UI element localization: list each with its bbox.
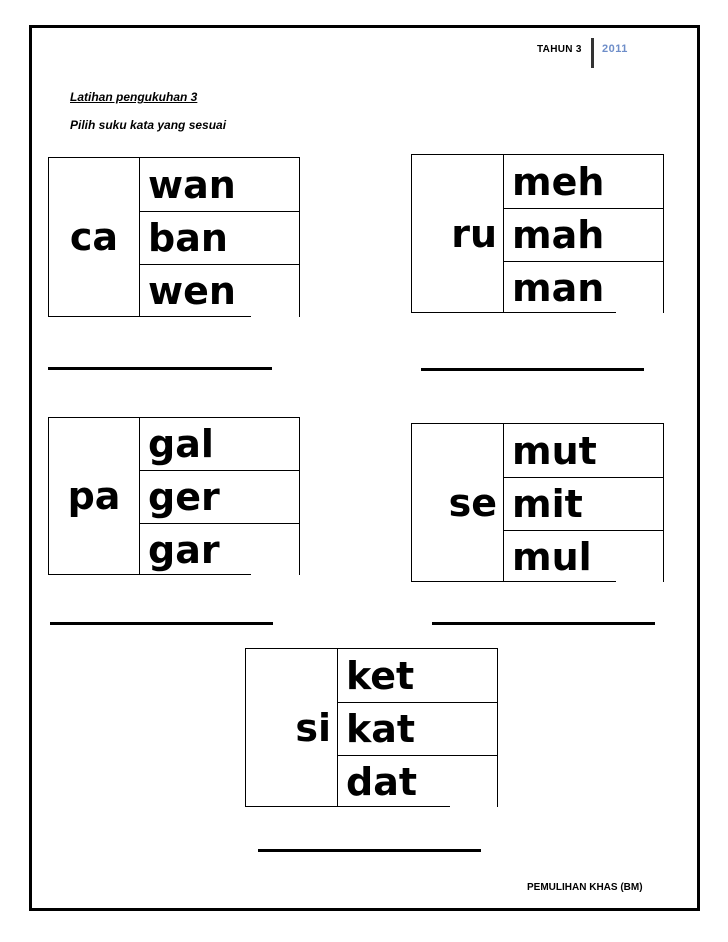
answer-line[interactable]: [50, 622, 273, 625]
option-row: [504, 530, 663, 582]
option-row: [504, 424, 663, 477]
answer-checkbox[interactable]: [450, 756, 497, 807]
answer-checkbox[interactable]: [251, 524, 299, 575]
answer-checkbox[interactable]: [450, 703, 497, 755]
header-tahun: TAHUN 3: [537, 44, 582, 55]
option-text: ban: [140, 212, 252, 264]
option-text: gar: [140, 524, 252, 575]
option-row: [338, 649, 497, 702]
answer-checkbox[interactable]: [616, 478, 663, 530]
exercise-ru: [411, 154, 664, 313]
option-text: ger: [140, 471, 252, 523]
answer-checkbox[interactable]: [450, 649, 497, 702]
answer-checkbox[interactable]: [616, 424, 663, 477]
exercise-se: [411, 423, 664, 582]
answer-line[interactable]: [258, 849, 481, 852]
option-text: wen: [140, 265, 252, 317]
option-text: dat: [338, 756, 451, 807]
answer-checkbox[interactable]: [616, 209, 663, 261]
answer-checkbox[interactable]: [251, 471, 299, 523]
answer-checkbox[interactable]: [616, 155, 663, 208]
answer-checkbox[interactable]: [616, 262, 663, 313]
answer-checkbox[interactable]: [251, 265, 299, 317]
exercise-base: se: [412, 424, 504, 581]
exercise-base: ca: [49, 158, 140, 316]
option-row: [504, 155, 663, 208]
option-text: mul: [504, 531, 617, 582]
answer-checkbox[interactable]: [251, 418, 299, 470]
option-text: kat: [338, 703, 451, 755]
option-row: [140, 523, 299, 575]
answer-line[interactable]: [421, 368, 644, 371]
option-row: [338, 702, 497, 755]
answer-checkbox[interactable]: [251, 158, 299, 211]
option-text: man: [504, 262, 617, 313]
exercise-title: Latihan pengukuhan 3: [70, 90, 198, 104]
footer-label: PEMULIHAN KHAS (BM): [527, 882, 643, 893]
header-year: 2011: [602, 43, 628, 55]
answer-checkbox[interactable]: [251, 212, 299, 264]
option-row: [140, 264, 299, 317]
option-row: [504, 261, 663, 313]
exercise-base: si: [246, 649, 338, 806]
option-row: [140, 158, 299, 211]
instruction-text: Pilih suku kata yang sesuai: [70, 118, 227, 132]
exercise-base: pa: [49, 418, 140, 574]
exercise-si: [245, 648, 498, 807]
option-row: [140, 470, 299, 523]
answer-line[interactable]: [48, 367, 272, 370]
answer-line[interactable]: [432, 622, 655, 625]
option-row: [504, 208, 663, 261]
option-text: mit: [504, 478, 617, 530]
exercise-ca: [48, 157, 300, 317]
answer-checkbox[interactable]: [616, 531, 663, 582]
header-separator: [591, 38, 594, 68]
option-row: [140, 418, 299, 470]
option-text: mah: [504, 209, 617, 261]
exercise-base: ru: [412, 155, 504, 312]
exercise-pa: [48, 417, 300, 575]
option-text: wan: [140, 158, 252, 211]
option-row: [140, 211, 299, 264]
option-row: [338, 755, 497, 807]
option-text: mut: [504, 424, 617, 477]
option-text: ket: [338, 649, 451, 702]
option-text: gal: [140, 418, 252, 470]
option-row: [504, 477, 663, 530]
option-text: meh: [504, 155, 617, 208]
